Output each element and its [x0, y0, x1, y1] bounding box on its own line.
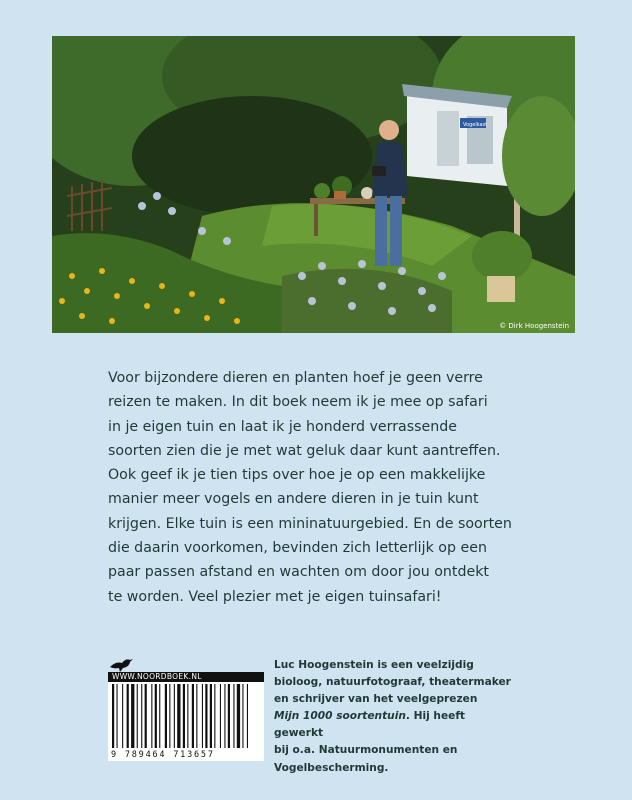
barcode-bar: [187, 684, 188, 748]
barcode-bar: [169, 684, 170, 748]
barcode-bar: [151, 684, 152, 748]
barcode-bar: [237, 684, 240, 748]
barcode-bar: [233, 684, 234, 748]
barcode-bar: [159, 684, 160, 748]
barcode-bar: [228, 684, 230, 748]
author-bio-line-2: bioloog, natuurfotograaf, theatermaker: [274, 676, 511, 689]
barcode-bar: [242, 684, 243, 748]
author-bio-line-1: [274, 657, 514, 674]
barcode-bar: [174, 684, 175, 748]
barcode-bar: [117, 684, 118, 748]
barcode-bar: [127, 684, 129, 748]
barcode-bar: [112, 684, 114, 748]
author-bio-line-3: en schrijver van het veelgeprezen: [274, 693, 478, 706]
barcode-bar: [177, 684, 180, 748]
barcode-bar: [165, 684, 167, 748]
blurb-line: paar passen afstand en wachten om door jou ontdekt: [108, 564, 489, 581]
blurb-line: die daarin voorkomen, bevinden zich letterlijk op een: [108, 540, 487, 557]
isbn-number: 9 789464 713657: [108, 750, 264, 761]
blurb-line: manier meer vogels en andere dieren in je tuin kunt: [108, 491, 479, 508]
barcode-block: [108, 655, 264, 761]
barcode-bar: [183, 684, 185, 748]
blurb-line: krijgen. Elke tuin is een mininatuurgebied. En de soorten: [108, 515, 512, 532]
barcode-bar: [141, 684, 142, 748]
barcode-bar: [220, 684, 221, 748]
barcode-bar: [137, 684, 138, 748]
author-bio-line-6: Vogelbescherming.: [274, 761, 389, 774]
blurb-line: Ook geef ik je tien tips over hoe je op een makkelijke: [108, 467, 486, 484]
barcode-bar: [122, 684, 123, 748]
bird-icon: [108, 655, 134, 673]
shed-sign: Vogelkast: [463, 122, 488, 128]
cover-photo: [52, 36, 575, 333]
barcode-bar: [205, 684, 207, 748]
barcode-bar: [210, 684, 212, 748]
garden-photo-illustration: [52, 36, 575, 333]
blurb-line: te worden. Veel plezier met je eigen tuinsafari!: [108, 588, 442, 605]
barcode-bar: [214, 684, 215, 748]
back-cover-blurb: [108, 366, 578, 609]
author-bio-line-4: [274, 708, 514, 742]
barcode-bar: [155, 684, 157, 748]
blurb-line: Voor bijzondere dieren en planten hoef je geen verre: [108, 370, 483, 386]
barcode-bar: [196, 684, 197, 748]
blurb-line: in je eigen tuin en laat ik je honderd verrassende: [108, 418, 457, 435]
author-bio: [274, 657, 514, 777]
blurb-line: reizen te maken. In dit boek neem ik je mee op safari: [108, 394, 488, 411]
author-name: Luc Hoogenstein: [274, 659, 374, 671]
barcode-bar: [247, 684, 248, 748]
barcode-lines: [108, 682, 264, 750]
publisher-url: WWW.NOORDBOEK.NL: [108, 672, 264, 682]
book-title: Mijn 1000 soortentuin: [274, 710, 406, 723]
author-bio-line-4-rest: . Hij heeft gewerkt: [274, 710, 465, 740]
barcode-bar: [145, 684, 147, 748]
barcode-bar: [224, 684, 225, 748]
author-bio-line-1-rest: is een veelzijdig: [373, 659, 474, 671]
barcode-bar: [131, 684, 134, 748]
author-bio-line-5: bij o.a. Natuurmonumenten en: [274, 744, 458, 757]
barcode: [108, 682, 264, 761]
blurb-line: soorten zien die je met wat geluk daar kunt aantreffen.: [108, 442, 501, 459]
photo-credit: © Dirk Hoogenstein: [499, 322, 569, 330]
barcode-bar: [202, 684, 203, 748]
barcode-bar: [192, 684, 194, 748]
